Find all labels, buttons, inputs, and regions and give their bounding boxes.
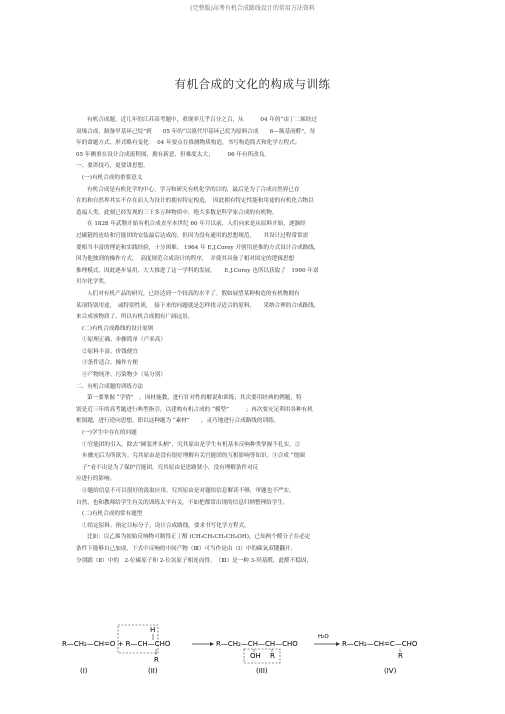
subsection-heading: (二)有机合成的常有题型 xyxy=(82,511,143,518)
formula-product: R—CH₂—CH=C—CHO xyxy=(342,640,418,648)
paragraph-line: 年的命题方式、形式略有变化： 04 年要点在推测物质构造，书写构造简式和化学方程式； xyxy=(76,140,301,147)
paragraph-line: 有机合成题，近几年的江苏高考题中，重现率几乎百分之百，从 04 年的“由丁二烯经过 xyxy=(87,117,317,123)
paragraph-line: 某项特别用途， 或特别性质， 接下来的问题就是怎样找寻适合的原料， 采纳合理的合成路线， xyxy=(76,302,320,309)
formula-r-label: R xyxy=(154,656,159,664)
formula-h2o-label: H₂O xyxy=(318,634,329,640)
formula-r-label: R xyxy=(270,652,275,660)
reaction-equation xyxy=(60,622,446,676)
paragraph-line: 比如：以乙烯为初始反响物可制得正丁醇 (CH₃CH₂CH₂CH₂OH)，已知两个醛分子在必定 xyxy=(87,534,311,541)
compound-label-iv: (IV) xyxy=(384,667,397,675)
paragraph-line: 有机合成是有机化学的中心，学习和研究有机化学的目的，最后是为了合成自然界已存 xyxy=(87,186,300,193)
list-item: ①原理正确、步骤简单（产率高） xyxy=(82,337,166,344)
list-item: 子”看不出是为了保护官能团。究其原由是思路狭小，没有理解条件对反 xyxy=(82,464,259,471)
compound-label-ii: (II) xyxy=(148,667,158,675)
paragraph-line: 在 1828 年武勒开始有机合成直至本世纪 60 年月以前，人们向来是从原料开始，逐渐经 xyxy=(87,221,306,228)
paragraph-line: 因为他独到的操作方式， 高度规范合成设计的程序， 并使其具备了相对固定的逻辑思想 xyxy=(76,256,295,263)
formula-oh-label: OH xyxy=(250,652,261,660)
paragraph-line: 分别跟（Ⅱ）中的 2-位碳原子和 2-位氢原子相连而得。 （Ⅲ）是一种 3-羟基醛，此醛不稳固， xyxy=(76,557,313,564)
subsection-heading: (一)学生中存在的问题 xyxy=(82,430,137,437)
list-item: 步骤充后为所欲为。究其原由是没有很好理解有关官能团的互相影响等知识。③合成 “绕圈 xyxy=(82,453,305,460)
subsection-heading: (二)有机合成路线的设计原则 xyxy=(82,325,154,332)
formula-r-label: R xyxy=(398,652,403,660)
paragraph-line: 自然，也和教师给学生有关的训练太平有关。不如把都常出现的信息归纳整理给学生。 xyxy=(76,499,289,506)
document-body xyxy=(76,115,438,567)
arrow-head xyxy=(336,642,340,646)
list-item: ②原料丰富、价钱便宜 xyxy=(82,348,138,355)
list-item: ④题给信息不可以很好的汲取应用。究其原由是对题给信息解读不够，审题也不严实， xyxy=(82,488,295,494)
section-heading: 二、有机合成题的训练方法 xyxy=(76,383,144,390)
list-item: ①给定原料、指定目标分子，设计合成路线，要求书写化学方程式。 xyxy=(82,522,250,529)
document-title: 有机合成的文化的构成与训练 xyxy=(174,77,331,91)
compound-label-i: (I) xyxy=(80,667,88,675)
paragraph-line: 条件下能够自己加成，下式中反响的中间产物（Ⅲ）可当作是由（Ⅰ）中的碳氧双键翻开， xyxy=(76,545,297,552)
paragraph-line: 贝尔化学奖。 xyxy=(76,279,110,286)
paragraph-line: 过碳链的连结和官能团的安装最后达成的，但因为没有通用的思想规范， 其设计过程常常需 xyxy=(76,232,309,239)
list-item: ③条件适合、操作方便 xyxy=(82,360,138,367)
paragraph-line: 人们对有机产品的研究，已经达到一个较高的水平了。假如展望某种构造的有机物拥有 xyxy=(87,290,300,297)
paragraph-line: 05 年侧重在设计合成流程图，拥有新意，但难度太大； 06 年有所改良。 xyxy=(76,151,270,158)
section-heading: 一、要讲技巧，更要讲思想。 xyxy=(76,163,149,170)
compound-label-iii: (III) xyxy=(256,667,268,675)
paragraph-line: 应进行的影响。 xyxy=(76,476,116,483)
paragraph-line: 框图题，进行逆向思想，即以这种题为 “素材” ，灵巧地进行合成路线的训练。 xyxy=(76,418,280,425)
paragraph-line: 双烯合成，制备甲基环己烷”到 05 年的“以溴代甲基环己烷为原料合成 6—羰基庚醛”，每 xyxy=(76,128,316,135)
list-item: ①官能团的引入、除去“硬装斧头柄”，究其原由是学生有机基本反响种类掌握不扎实。② xyxy=(82,441,301,448)
paragraph-line: 推理模式，因此逐步易用，大大推进了这一学科的发展。 E.J.Corey 也所以获取了 1990 年诺 xyxy=(76,267,319,274)
paragraph-line: 来合成该物质了，所以有机合成拥有广阔远景。 xyxy=(76,314,194,321)
list-item: ④产物纯净、污染物少（易分别） xyxy=(82,372,166,379)
paragraph-line: 第一要掌握 “学情” ，因材施教，进行针对性的解说和训练；其次要用经典的例题，特 xyxy=(87,395,302,402)
paragraph-line: 在的和自然界其实不存在而人为设计的拥有特定构造， 因此拥有特定性能和用途的有机化合物以 xyxy=(76,198,314,205)
formula-intermediate: R—CH₂—CH—CH—CHO xyxy=(216,640,298,648)
page-header: (完整版)高考有机合成路线设计的常用方法资料 xyxy=(190,5,315,12)
paragraph-line: 造福人类。此刻已经发现的三千多万种物质中，绝大多数是科学家合成的有机物。 xyxy=(76,209,278,216)
subsection-heading: (一)有机合成的重要意义 xyxy=(82,174,143,181)
paragraph-line: 别是近三年的高考题进行典型指引，以建构有机合成的 “模型” ；再次要充足利用各种有机 xyxy=(76,406,313,413)
formula-reactants: R—CH₂—CH=O + R—CH—CHO xyxy=(62,640,171,648)
formula-h-label: H xyxy=(150,626,156,634)
arrow-head xyxy=(210,642,214,646)
paragraph-line: 要相当丰富的理论和实践经验，十分困难。 1964 年 E.J.Corey 开创用逆推的方式设计合成路线， xyxy=(76,244,320,251)
